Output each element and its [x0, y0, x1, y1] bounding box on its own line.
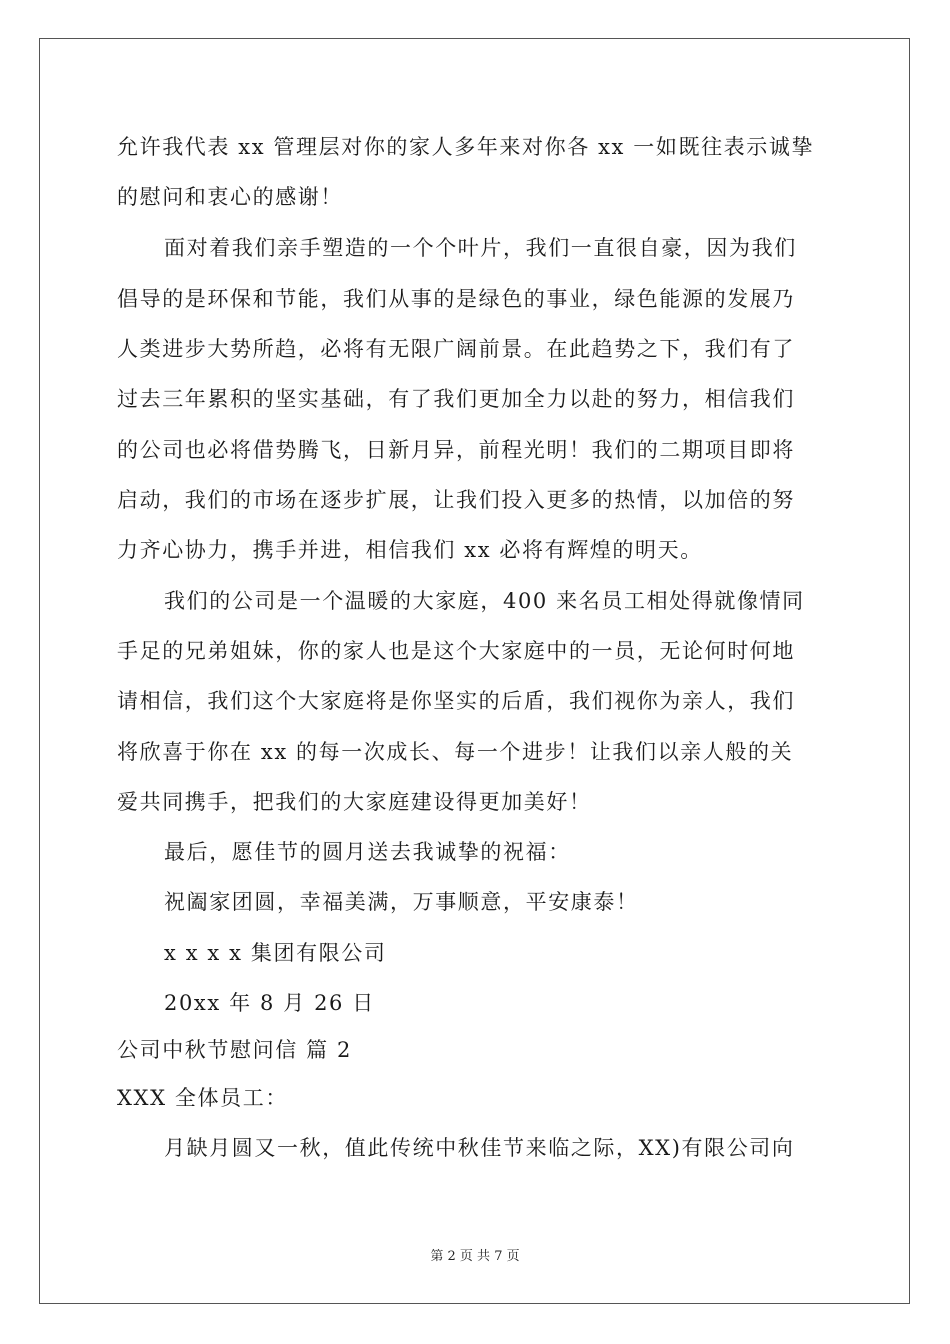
body-line-1: 允许我代表 xx 管理层对你的家人多年来对你各 xx 一如既往表示诚挚 [117, 135, 815, 159]
body-line-5: 人类进步大势所趋，必将有无限广阔前景。在此趋势之下，我们有了 [117, 337, 795, 361]
paragraph-2-line-1: 面对着我们亲手塑造的一个个叶片，我们一直很自豪，因为我们 [164, 236, 797, 260]
page-number-footer: 第 2 页 共 7 页 [430, 1249, 520, 1264]
body-line-9: 力齐心协力，携手并进，相信我们 xx 必将有辉煌的明天。 [117, 538, 703, 562]
body-line-12: 请相信，我们这个大家庭将是你坚实的后盾，我们视你为亲人，我们 [117, 689, 795, 713]
signature-date: 20xx 年 8 月 26 日 [164, 991, 375, 1015]
paragraph-3-line-1: 我们的公司是一个温暖的大家庭，400 来名员工相处得就像情同 [164, 589, 805, 613]
page-frame [39, 38, 910, 1304]
paragraph-4-line-1: 月缺月圆又一秋，值此传统中秋佳节来临之际，XX)有限公司向 [164, 1136, 795, 1160]
body-line-2: 的慰问和衷心的感谢！ [117, 185, 343, 209]
body-line-11: 手足的兄弟姐妹，你的家人也是这个大家庭中的一员，无论何时何地 [117, 639, 795, 663]
body-line-4: 倡导的是环保和节能，我们从事的是绿色的事业，绿色能源的发展乃 [117, 287, 795, 311]
body-line-14: 爱共同携手，把我们的大家庭建设得更加美好！ [117, 790, 592, 814]
salutation: XXX 全体员工： [117, 1086, 288, 1110]
blessing-line: 祝阖家团圆，幸福美满，万事顺意，平安康泰！ [164, 890, 639, 914]
body-line-8: 启动，我们的市场在逐步扩展，让我们投入更多的热情，以加倍的努 [117, 488, 795, 512]
closing-line: 最后，愿佳节的圆月送去我诚挚的祝福： [164, 840, 571, 864]
body-line-7: 的公司也必将借势腾飞，日新月异，前程光明！我们的二期项目即将 [117, 438, 795, 462]
body-line-13: 将欣喜于你在 xx 的每一次成长、每一个进步！让我们以亲人般的关 [117, 740, 794, 764]
body-line-6: 过去三年累积的坚实基础，有了我们更加全力以赴的努力，相信我们 [117, 387, 795, 411]
section-title: 公司中秋节慰问信 篇 2 [117, 1038, 352, 1062]
signature-company: x x x x 集团有限公司 [164, 941, 387, 965]
